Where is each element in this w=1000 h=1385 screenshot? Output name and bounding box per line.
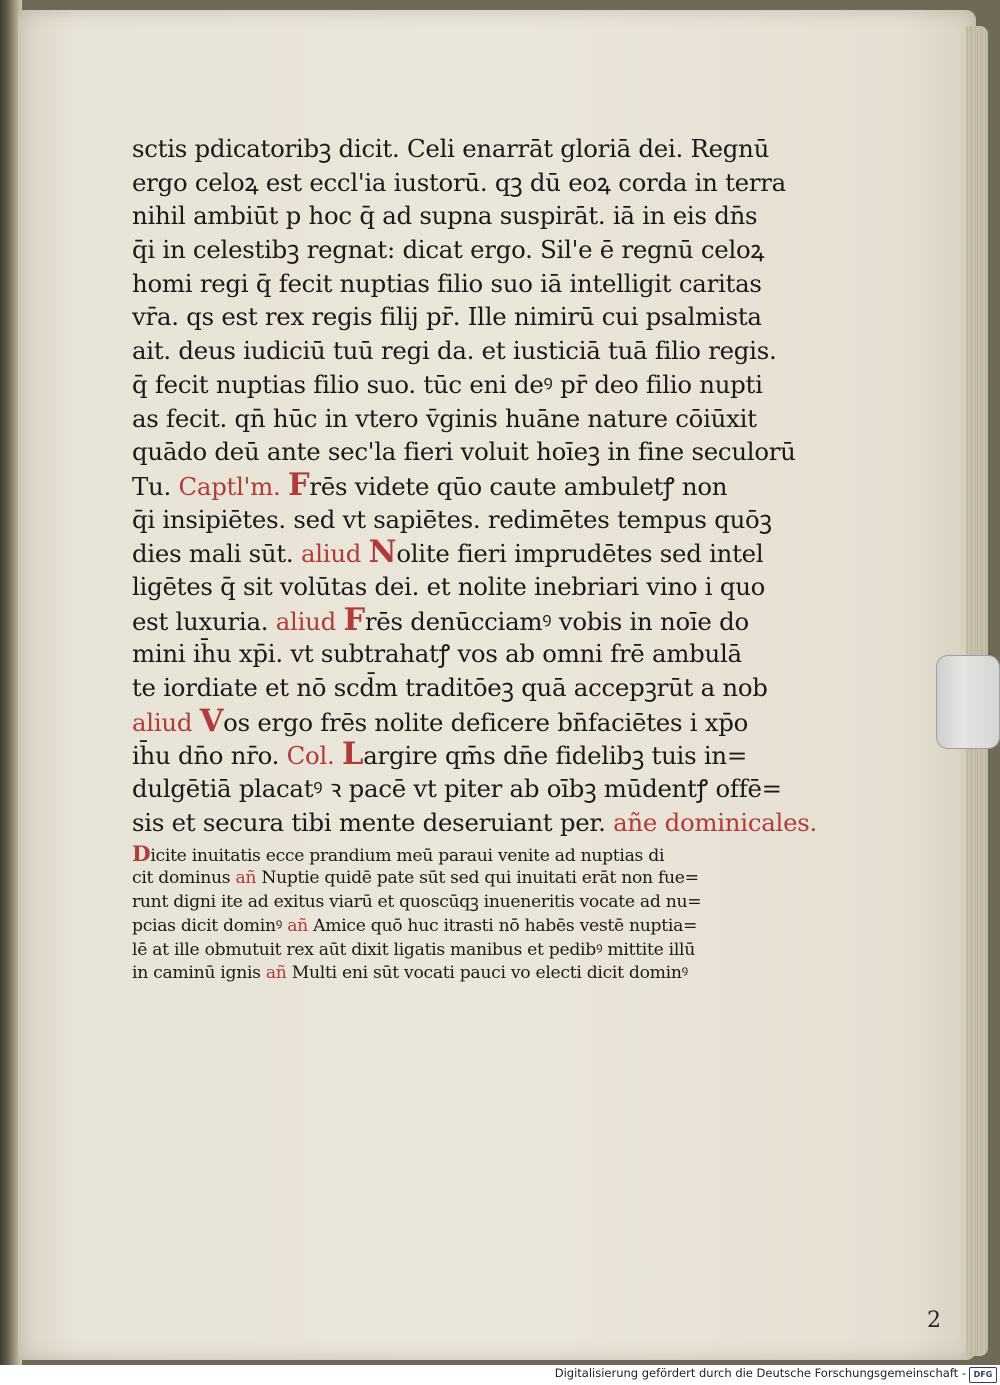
text-line: [132, 738, 757, 772]
text-segment: argire qm̄s dn̄e fidelibꝫ tuis in=: [363, 741, 748, 771]
rubric-text: aliud: [132, 707, 193, 737]
text-line: [132, 534, 764, 571]
rubric-initial: N: [368, 534, 397, 571]
text-line: [132, 702, 757, 739]
text-line: [132, 570, 766, 604]
dfg-logo-icon: DFG: [969, 1367, 997, 1383]
text-segment: quādo deū ante sec'la fieri voluit hoīeꝫ in fine seculorū: [132, 437, 796, 467]
rubric-initial: L: [342, 736, 364, 773]
text-segment: Multi eni sūt vocati pauci vo electi dicit dominꝰ: [286, 963, 688, 984]
text-segment: rēs videte qūo caute ambuletꝭ non: [309, 471, 728, 501]
text-line: [132, 637, 757, 671]
text-segment: Amice quō huc itrasti nō habēs vestē nuptia=: [307, 915, 698, 936]
rubric-text: aliud: [275, 606, 336, 636]
rubric-text: Col.: [286, 741, 335, 771]
page-clip-tab: [936, 655, 1000, 749]
text-segment: est luxuria.: [132, 606, 276, 636]
rubric-initial: V: [199, 702, 224, 739]
text-segment: dies mali sūt.: [132, 539, 301, 569]
text-segment: os ergo frēs nolite deficere bn̄faciētes i xp̄o: [223, 707, 749, 737]
text-line: [132, 671, 768, 705]
text-segment: rēs denūcciamꝰ vobis in noīe do: [364, 606, 749, 636]
text-segment: Tu.: [132, 471, 179, 501]
text-line: [132, 300, 762, 334]
rubric-initial: D: [132, 842, 151, 868]
text-segment: ih̄u dn̄o nr̄o.: [132, 741, 287, 771]
text-segment: homi regi q̄ fecit nuptias filio suo iā intelligit caritas: [132, 268, 762, 298]
text-segment: q̄i insipiētes. sed vt sapiētes. redimētes tempus quōꝫ: [132, 504, 772, 534]
text-segment: olite fieri imprudētes sed intel: [396, 539, 764, 569]
rubric-text: añ: [235, 868, 257, 889]
text-line: [132, 843, 757, 867]
text-line: [132, 915, 757, 939]
text-line: [132, 199, 757, 233]
antiphon-text-lines: [132, 843, 757, 986]
rubric-text: aliud: [300, 539, 362, 569]
text-line: [132, 503, 772, 537]
text-segment: [335, 741, 343, 770]
text-line: [132, 166, 786, 200]
text-segment: sctis pdicatoribꝫ dicit. Celi enarrāt gloriā dei. Regnū: [132, 134, 770, 163]
text-line: [132, 466, 757, 503]
text-segment: nihil ambiūt p hoc q̄ ad supna suspirāt. iā in eis dn̄s: [132, 201, 758, 231]
text-line: [132, 334, 777, 368]
text-line: [132, 601, 757, 638]
text-segment: q̄ fecit nuptias filio suo. tūc eni deꝰ pr̄ deo filio nupti: [132, 369, 763, 399]
text-line: [132, 132, 770, 166]
text-line: [132, 267, 762, 301]
text-segment: mini ih̄u xp̄i. vt subtrahatꝭ vos ab omni frē ambulā: [132, 639, 742, 669]
text-segment: q̄i in celestibꝫ regnat: dicat ergo. Sil'e ē regnū celoꝝ: [132, 235, 765, 265]
text-segment: cit dominus: [132, 868, 236, 889]
text-line: [132, 891, 757, 915]
text-line: [132, 233, 765, 267]
text-line: [132, 939, 757, 963]
main-text-lines: [132, 132, 818, 839]
text-segment: as fecit. qn̄ hūc in vtero v̄ginis huāne nature cōiūxit: [132, 403, 757, 433]
text-line: [132, 962, 757, 986]
rubric-text: añe dominicales.: [613, 807, 818, 837]
text-segment: [281, 472, 289, 501]
text-segment: ligētes q̄ sit volūtas dei. et nolite inebriari vino i quo: [132, 571, 766, 601]
text-line: [132, 435, 796, 469]
rubric-text: Captl'm.: [178, 471, 281, 501]
text-segment: ait. deus iudiciū tuū regi da. et iusticiā tuā filio regis.: [132, 336, 777, 366]
text-line: [132, 867, 757, 891]
page-number: 2: [927, 1308, 941, 1333]
text-segment: vr̄a. qs est rex regis filij pr̄. Ille nimirū cui psalmista: [132, 302, 762, 332]
text-segment: dulgētiā placatꝰ ꝛ pacē vt piter ab oībꝫ mūdentꝭ offē=: [132, 774, 782, 804]
text-segment: icite inuitatis ecce prandium meū paraui venite ad nuptias di: [150, 846, 665, 867]
rubric-initial: F: [288, 466, 310, 503]
text-line: [132, 402, 757, 436]
text-line: [132, 806, 818, 840]
text-segment: in caminū ignis: [132, 963, 266, 984]
text-segment: ergo celoꝝ est eccl'ia iustorū. qꝫ dū eoꝝ corda in terra: [132, 167, 786, 197]
text-segment: pcias dicit dominꝰ: [132, 915, 288, 936]
text-segment: [192, 708, 200, 737]
rubric-initial: F: [343, 601, 365, 638]
text-segment: runt digni ite ad exitus viarū et quoscūqꝫ inueneritis vocate ad nu=: [132, 892, 702, 913]
text-segment: lē at ille obmutuit rex aūt dixit ligatis manibus et pedibꝰ mittite illū: [132, 939, 695, 960]
text-segment: Nuptie quidē pate sūt sed qui inuitati erāt non fue=: [256, 868, 699, 889]
rubric-text: añ: [287, 915, 308, 936]
rubric-text: añ: [265, 963, 287, 984]
text-segment: sis et secura tibi mente deseruiant per.: [132, 807, 614, 837]
footer-credit: Digitalisierung gefördert durch die Deutsche Forschungsgemeinschaft -: [554, 1366, 966, 1380]
text-segment: [361, 539, 369, 568]
text-line: [132, 368, 763, 402]
text-line: [132, 772, 782, 806]
text-segment: te iordiate et nō scd̄m traditōeꝫ quā accepꝫrūt a nob: [132, 673, 768, 702]
main-text-block: [132, 132, 818, 986]
